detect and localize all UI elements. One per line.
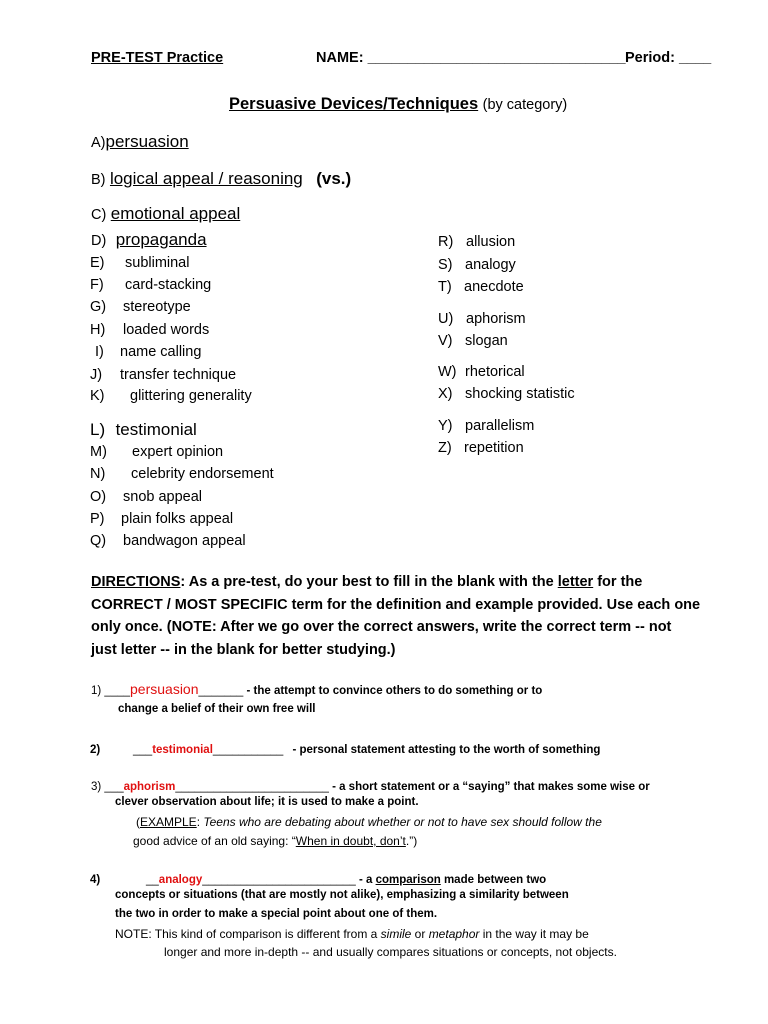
list-item: H) loaded words bbox=[90, 322, 210, 338]
list-item: P) plain folks appeal bbox=[90, 511, 234, 527]
list-item: V) slogan bbox=[438, 333, 508, 349]
name-blank: ________________________________ bbox=[367, 50, 626, 66]
category-a: A)persuasion bbox=[91, 132, 189, 151]
directions-line-3: only once. (NOTE: After we go over the correct answers, write the correct term -- not bbox=[91, 619, 672, 635]
list-item: Z) repetition bbox=[438, 440, 524, 456]
name-label: NAME: bbox=[316, 50, 368, 66]
question-3-example: (EXAMPLE: Teens who are debating about whether or not to have sex should follow the bbox=[136, 815, 602, 829]
answer-2: testimonial bbox=[152, 744, 213, 756]
answer-3: aphorism bbox=[123, 781, 176, 793]
page-title: Persuasive Devices/Techniques (by category) bbox=[229, 95, 568, 113]
list-item: Q) bandwagon appeal bbox=[90, 533, 246, 549]
period-label: Period: bbox=[625, 50, 679, 66]
list-item: K) glittering generality bbox=[90, 388, 252, 404]
title-subtitle: (by category) bbox=[482, 97, 568, 113]
period-field bbox=[625, 50, 711, 66]
list-item: M) expert opinion bbox=[90, 444, 224, 460]
question-3: 3) ___aphorism________________________ - a short statement or a “saying” that makes some wise or bbox=[91, 781, 650, 793]
list-item: N) celebrity endorsement bbox=[90, 466, 274, 482]
question-4: 4) __analogy________________________ - a comparison made between two bbox=[90, 874, 547, 886]
directions-label: DIRECTIONS bbox=[91, 574, 181, 590]
list-item: S) analogy bbox=[438, 257, 516, 273]
list-item: U) aphorism bbox=[438, 311, 526, 327]
answer-4: analogy bbox=[158, 874, 203, 886]
answer-1: persuasion bbox=[130, 681, 199, 697]
question-1: 1) ____persuasion_______ - the attempt to convince others to do something or to bbox=[91, 681, 543, 697]
list-item: G) stereotype bbox=[90, 299, 191, 315]
list-item: Y) parallelism bbox=[438, 418, 535, 434]
versus-label: (vs.) bbox=[316, 169, 352, 188]
question-4-note: NOTE: This kind of comparison is different from a simile or metaphor in the way it may be bbox=[115, 927, 589, 941]
name-field bbox=[316, 50, 626, 66]
question-4-note-line-2: longer and more in-depth -- and usually compares situations or concepts, not objects. bbox=[164, 945, 617, 959]
header-left: PRE-TEST Practice bbox=[91, 50, 224, 66]
list-item: E) subliminal bbox=[90, 255, 190, 271]
period-blank: ____ bbox=[678, 50, 712, 66]
list-item: O) snob appeal bbox=[90, 489, 203, 505]
list-item: J) transfer technique bbox=[90, 367, 237, 383]
question-2: 2) ___testimonial___________ - personal statement attesting to the worth of something bbox=[90, 744, 601, 756]
list-item: W) rhetorical bbox=[438, 364, 525, 380]
directions-line-1: DIRECTIONS: As a pre-test, do your best to fill in the blank with the letter for the bbox=[91, 574, 643, 590]
category-d: D) propaganda bbox=[91, 230, 207, 249]
list-item: I) name calling bbox=[95, 344, 202, 360]
category-b: B) logical appeal / reasoning (vs.) bbox=[91, 169, 352, 188]
directions bbox=[91, 571, 700, 661]
list-item: F) card-stacking bbox=[90, 277, 212, 293]
question-4-line-2: concepts or situations (that are mostly not alike), emphasizing a similarity between bbox=[115, 889, 569, 901]
question-4-line-3: the two in order to make a special point about one of them. bbox=[115, 908, 438, 920]
question-3-line-2: clever observation about life; it is used to make a point. bbox=[115, 796, 419, 808]
directions-line-2: CORRECT / MOST SPECIFIC term for the definition and example provided. Use each one bbox=[91, 596, 701, 613]
question-1-line-2: change a belief of their own free will bbox=[118, 703, 316, 715]
list-item: T) anecdote bbox=[438, 279, 524, 295]
category-c: C) emotional appeal bbox=[91, 204, 241, 223]
question-3-example-line-2: good advice of an old saying: “When in doubt, don’t.”) bbox=[133, 834, 418, 848]
list-item: X) shocking statistic bbox=[438, 386, 575, 402]
category-l: L) testimonial bbox=[90, 420, 197, 439]
list-item: R) allusion bbox=[438, 234, 516, 250]
directions-line-4: just letter -- in the blank for better studying.) bbox=[91, 641, 396, 658]
